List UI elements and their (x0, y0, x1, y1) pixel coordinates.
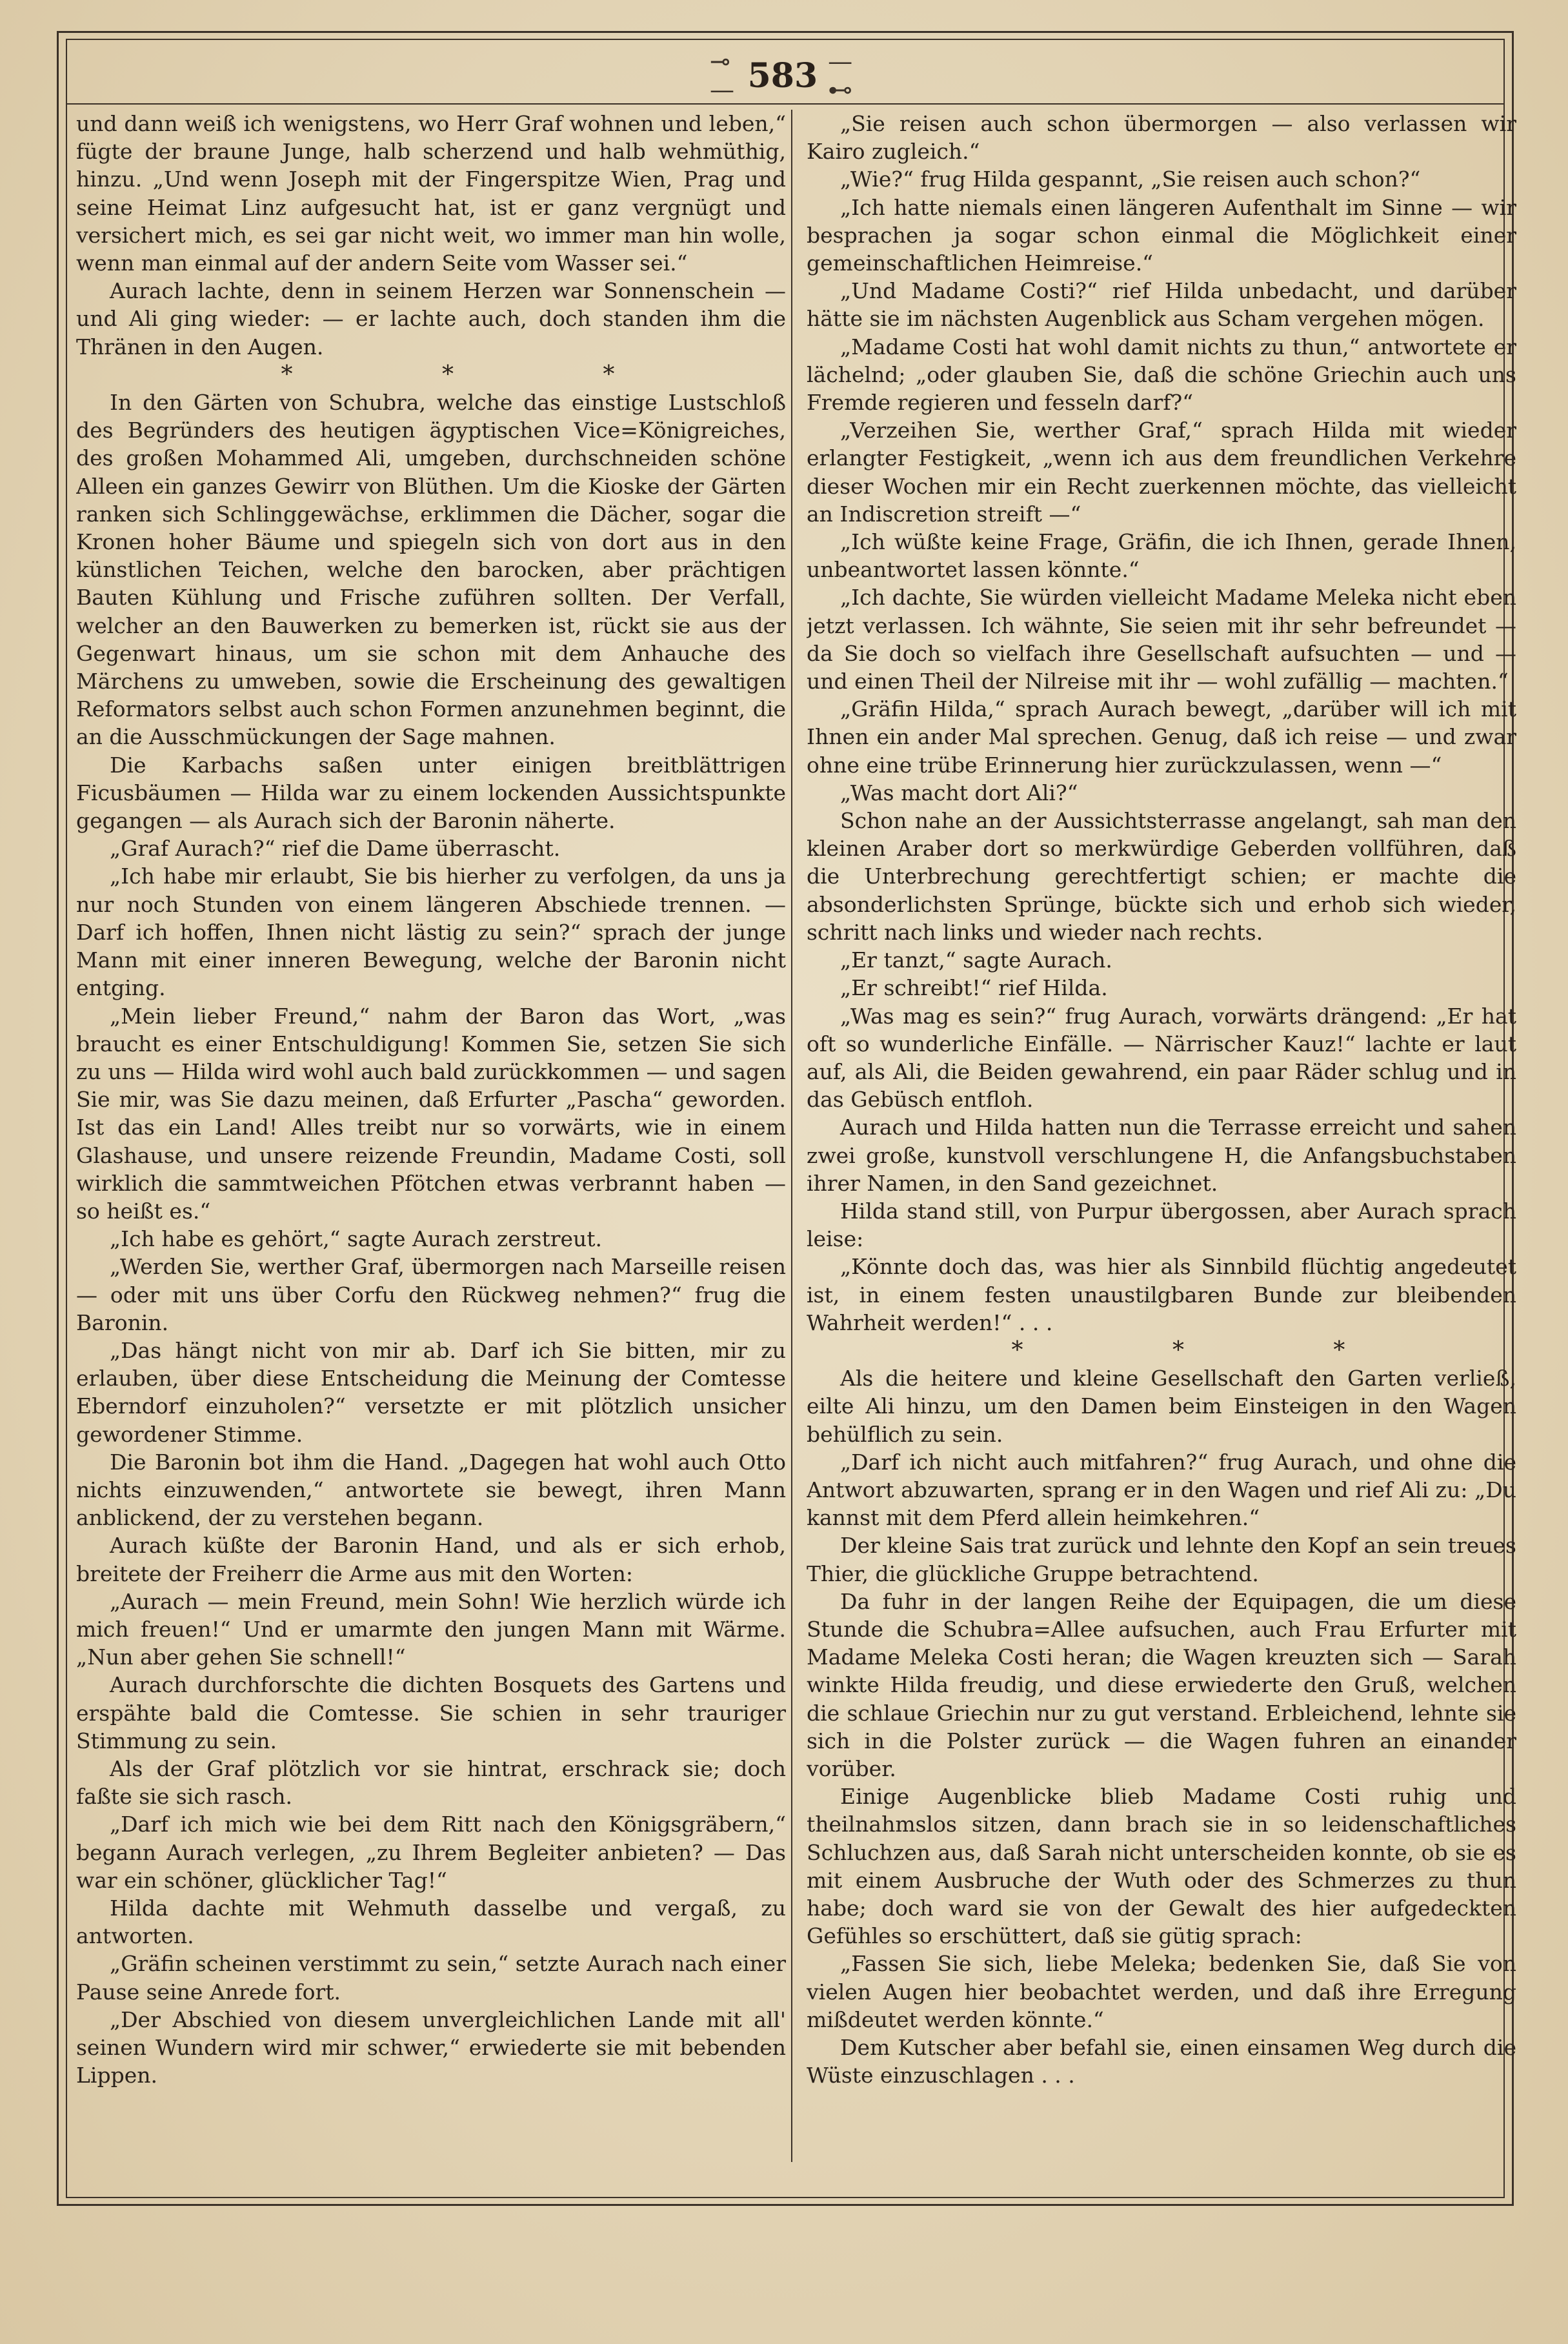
paragraph: „Was mag es sein?“ frug Aurach, vorwärts drängend: „Er hat oft so wunderliche Einfälle. — Närrischer Kauz!“ lachte er laut auf, als Ali, die Beiden gewahrend, ein paar Räder schlug und in das Gebüsch entfloh. (807, 1003, 1516, 1113)
paragraph: Da fuhr in der langen Reihe der Equipagen, die um diese Stunde die Schubra=Allee aufsuchen, auch Frau Erfurter mit Madame Meleka Costi heran; die Wagen kreuzten sich — Sarah winkte Hilda freudig, und diese erwiederte den Gruß, welchen die schlaue Griechin nur zu gut verstand. Erbleichend, lehnte sie sich in die Polster zurück — die Wagen fuhren an einander vorüber. (807, 1588, 1516, 1781)
paragraph: „Ich dachte, Sie würden vielleicht Madame Meleka nicht eben jetzt verlassen. Ich wähnte, Sie seien mit ihr sehr befreundet — da Sie doch so vielfach ihre Gesellschaft aufsuchten — und — und einen Theil der Nilreise mit ihr — wohl zufällig — machten.“ (807, 585, 1516, 694)
header-rule (66, 103, 1505, 105)
paragraph: „Graf Aurach?“ rief die Dame überrascht. (110, 836, 561, 862)
paragraph: Der kleine Sais trat zurück und lehnte den Kopf an sein treues Thier, die glückliche Gruppe betrachtend. (807, 1533, 1516, 1586)
paragraph: „Fassen Sie sich, liebe Meleka; bedenken Sie, daß Sie von vielen Augen hier beobachtet werden, und daß ihre Erregung mißdeutet werden könnte.“ (807, 1951, 1516, 2032)
paragraph: Hilda stand still, von Purpur übergossen, aber Aurach sprach leise: (807, 1198, 1516, 1252)
paragraph: „Darf ich mich wie bei dem Ritt nach den Königsgräbern,“ begann Aurach verlegen, „zu Ihrem Begleiter anbieten? — Das war ein schöner, glücklicher Tag!“ (76, 1812, 786, 1893)
paragraph: Aurach und Hilda hatten nun die Terrasse erreicht und sahen zwei große, kunstvoll verschlungene H, die Anfangsbuchstaben ihrer Namen, in den Sand gezeichnet. (807, 1115, 1516, 1196)
paragraph: In den Gärten von Schubra, welche das einstige Lustschloß des Begründers des heutigen ägyptischen Vice=Königreiches, des großen Mohammed Ali, umgeben, durchschneiden schöne Alleen ein ganzes Gewirr von Blüthen. Um die Kioske der Gärten ranken sich Schlinggewächse, erklimmen die Dächer, sogar die Kronen hoher Bäume und spiegeln sich von dort aus in den künstlichen Teichen, welche den barocken, aber prächtigen Bauten Kühlung und Frische zuführen sollten. Der Verfall, welcher an den Bauwerken zu bemerken ist, rückt sie aus der Gegenwart hinaus, um sie schon mit dem Anhauche des Märchens zu umweben, sowie die Erscheinung des gewaltigen Reformators selbst auch schon Formen anzunehmen beginnt, die an die Ausschmückungen der Sage mahnen. (76, 390, 786, 750)
section-separator: * * * (1011, 1337, 1416, 1364)
paragraph: Einige Augenblicke blieb Madame Costi ruhig und theilnahmslos sitzen, dann brach sie in so leidenschaftliches Schluchzen aus, daß Sarah nicht unterscheiden konnte, ob sie es mit einem Ausbruche der Wuth oder des Schmerzes zu thun habe; doch ward sie von der Gewalt des hier aufgedeckten Gefühles so erschüttert, daß sie gütig sprach: (807, 1784, 1516, 1949)
paragraph: Als der Graf plötzlich vor sie hintrat, erschrack sie; doch faßte sie sich rasch. (76, 1755, 786, 1810)
paragraph: Dem Kutscher aber befahl sie, einen einsamen Weg durch die Wüste einzuschlagen . . . (807, 2035, 1516, 2088)
paragraph: „Gräfin scheinen verstimmt zu sein,“ setzte Aurach nach einer Pause seine Anrede fort. (76, 1951, 786, 2005)
paragraph: „Ich wüßte keine Frage, Gräfin, die ich Ihnen, gerade Ihnen, unbeantwortet lassen könnte.“ (807, 529, 1516, 583)
header-ornament-right: —⊷ (828, 47, 850, 104)
paragraph: Aurach küßte der Baronin Hand, und als er sich erhob, breitete der Freiherr die Arme aus mit den Worten: (76, 1533, 786, 1586)
paragraph: „Ich hatte niemals einen längeren Aufenthalt im Sinne — wir besprachen ja sogar schon einmal die Möglichkeit einer gemeinschaftlichen Heimreise.“ (807, 194, 1516, 276)
paragraph: „Aurach — mein Freund, mein Sohn! Wie herzlich würde ich mich freuen!“ Und er umarmte den jungen Mann mit Wärme. „Nun aber gehen Sie schnell!“ (76, 1588, 786, 1670)
right-column (807, 110, 1516, 2188)
header-ornament-left: ⊸— (710, 47, 732, 104)
column-divider (791, 110, 792, 2162)
paragraph: Aurach durchforschte die dichten Bosquets des Gartens und erspähte bald die Comtesse. Sie schien in sehr trauriger Stimmung zu sein. (76, 1672, 786, 1753)
paragraph: „Ich habe es gehört,“ sagte Aurach zerstreut. (110, 1226, 603, 1252)
paragraph: „Darf ich nicht auch mitfahren?“ frug Aurach, und ohne die Antwort abzuwarten, sprang er in den Wagen und rief Ali zu: „Du kannst mit dem Pferd allein heimkehren.“ (807, 1449, 1516, 1531)
left-column (76, 110, 786, 2188)
paragraph: Aurach lachte, denn in seinem Herzen war Sonnenschein — und Ali ging wieder: — er lachte auch, doch standen ihm die Thränen in den Augen. (76, 278, 786, 359)
paragraph: „Sie reisen auch schon übermorgen — also verlassen wir Kairo zugleich.“ (807, 111, 1516, 165)
paragraph: Die Baronin bot ihm die Hand. „Dagegen hat wohl auch Otto nichts einzuwenden,“ antwortete sie bewegt, ihren Mann anblickend, der zu verstehen begann. (76, 1449, 786, 1531)
paragraph: „Werden Sie, werther Graf, übermorgen nach Marseille reisen — oder mit uns über Corfu den Rückweg nehmen?“ frug die Baronin. (76, 1254, 786, 1335)
paragraph: „Er tanzt,“ sagte Aurach. (840, 947, 1112, 973)
paragraph: Als die heitere und kleine Gesellschaft den Garten verließ, eilte Ali hinzu, um den Damen beim Einsteigen in den Wagen behülflich zu sein. (807, 1366, 1516, 1447)
paragraph: und dann weiß ich wenigstens, wo Herr Graf wohnen und leben,“ fügte der braune Junge, halb scherzend und halb wehmüthig, hinzu. „Und wenn Joseph mit der Fingerspitze Wien, Prag und seine Heimat Linz aufgesucht hat, ist er ganz vergnügt und versichert mich, es sei gar nicht weit, wo immer man hin wolle, wenn man einmal auf der andern Seite vom Wasser sei.“ (76, 111, 786, 276)
paragraph: „Könnte doch das, was hier als Sinnbild flüchtig angedeutet ist, in einem festen unaustilgbaren Bunde zur bleibenden Wahrheit werden!“ . . . (807, 1254, 1516, 1335)
section-separator: * * * (281, 361, 686, 388)
paragraph: „Madame Costi hat wohl damit nichts zu thun,“ antwortete er lächelnd; „oder glauben Sie, daß die schöne Griechin auch uns Fremde regieren und fesseln darf?“ (807, 334, 1516, 416)
paragraph: „Gräfin Hilda,“ sprach Aurach bewegt, „darüber will ich mit Ihnen ein ander Mal sprechen. Genug, daß ich reise — und zwar ohne eine trübe Erinnerung hier zurückzulassen, wenn —“ (807, 696, 1516, 778)
paragraph: „Wie?“ frug Hilda gespannt, „Sie reisen auch schon?“ (840, 167, 1421, 192)
paragraph: Die Karbachs saßen unter einigen breitblättrigen Ficusbäumen — Hilda war zu einem lockenden Aussichtspunkte gegangen — als Aurach sich der Baronin näherte. (76, 752, 786, 834)
paragraph: „Er schreibt!“ rief Hilda. (840, 975, 1108, 1001)
page-header (710, 47, 858, 104)
paragraph: „Der Abschied von diesem unvergleichlichen Lande mit all' seinen Wundern wird mir schwer,“ erwiederte sie mit bebenden Lippen. (76, 2006, 786, 2088)
paragraph: „Ich habe mir erlaubt, Sie bis hierher zu verfolgen, da uns ja nur noch Stunden von einem längeren Abschiede trennen. — Darf ich hoffen, Ihnen nicht lästig zu sein?“ sprach der junge Mann mit einer inneren Bewegung, welche der Baronin nicht entging. (76, 864, 786, 1001)
paragraph: „Was macht dort Ali?“ (840, 780, 1078, 805)
page-number: 583 (747, 56, 818, 96)
paragraph: Schon nahe an der Aussichtsterrasse angelangt, sah man den kleinen Araber dort so merkwürdige Geberden vollführen, daß die Unterbrechung gerechtfertigt schien; er machte die absonderlichsten Sprünge, bückte sich und erhob sich wieder, schritt nach links und wieder nach rechts. (807, 808, 1516, 945)
paragraph: „Mein lieber Freund,“ nahm der Baron das Wort, „was braucht es einer Entschuldigung! Kommen Sie, setzen Sie sich zu uns — Hilda wird wohl auch bald zurückkommen — und sagen Sie mir, was Sie dazu meinen, daß Erfurter „Pascha“ geworden. Ist das ein Land! Alles treibt nur so vorwärts, wie in einem Glashause, und unsere reizende Freundin, Madame Costi, soll wirklich die sammtweichen Pfötchen etwas verbrannt haben — so heißt es.“ (76, 1003, 786, 1224)
paragraph: „Verzeihen Sie, werther Graf,“ sprach Hilda mit wieder erlangter Festigkeit, „wenn ich aus dem freundlichen Verkehre dieser Wochen mir ein Recht zuerkennen möchte, das vielleicht an Indiscretion streift —“ (807, 418, 1516, 527)
paragraph: „Und Madame Costi?“ rief Hilda unbedacht, und darüber hätte sie im nächsten Augenblick aus Scham vergehen mögen. (807, 278, 1516, 332)
paragraph: Hilda dachte mit Wehmuth dasselbe und vergaß, zu antworten. (76, 1895, 786, 1949)
paragraph: „Das hängt nicht von mir ab. Darf ich Sie bitten, mir zu erlauben, über diese Entscheidung die Meinung der Comtesse Eberndorf einzuholen?“ versetzte er mit plötzlich unsicher gewordener Stimme. (76, 1337, 786, 1447)
